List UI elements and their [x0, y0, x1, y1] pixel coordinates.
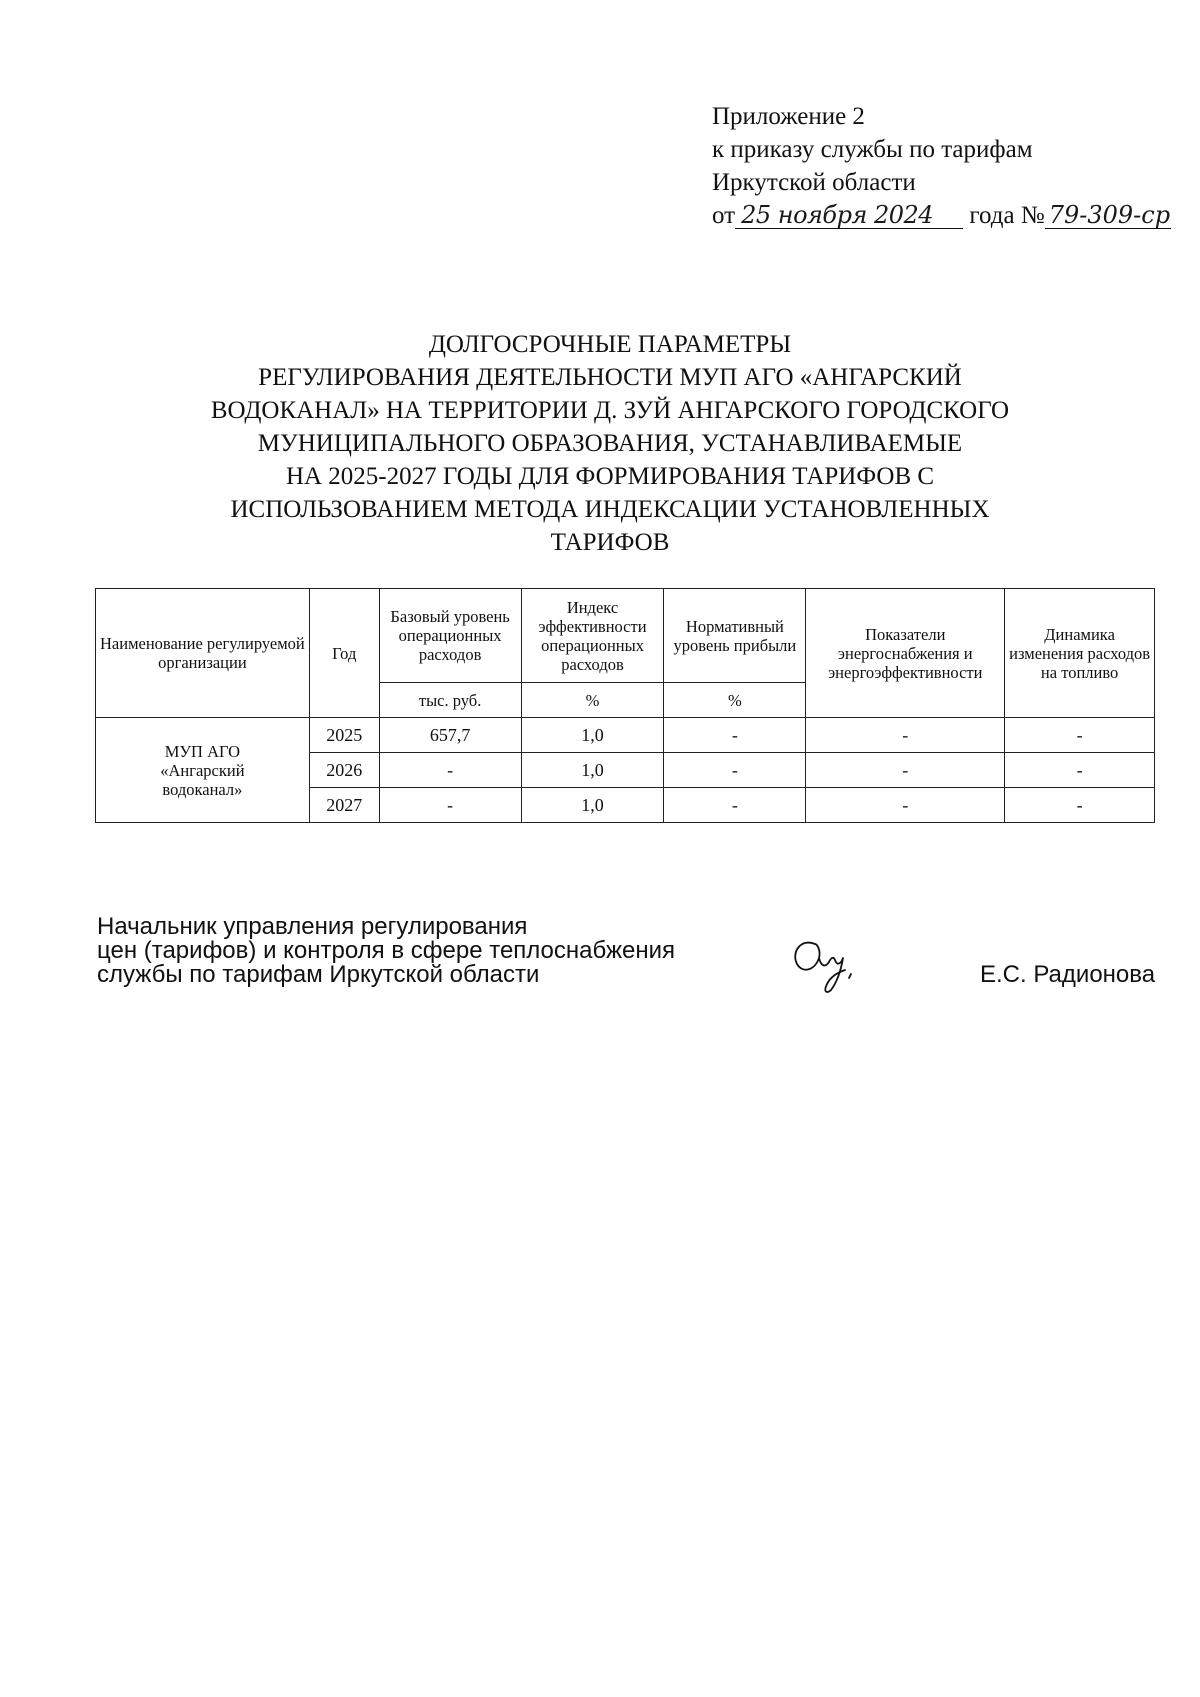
title-line: ДОЛГОСРОЧНЫЕ ПАРАМЕТРЫ — [428, 331, 792, 358]
handwritten-signature-icon — [787, 930, 867, 1000]
position-line: Начальник управления регулирования — [97, 913, 528, 940]
table-header-row — [96, 589, 1155, 683]
document-title — [180, 328, 1040, 559]
signature-block — [97, 915, 675, 987]
signer-name: Е.С. Радионова — [980, 961, 1156, 988]
cell-index: 1,0 — [521, 788, 664, 823]
header-fuel-dynamics: Динамика изменения расходов на топливо — [1005, 589, 1155, 718]
header-efficiency-index: Индекс эффективности операционных расходов — [521, 589, 664, 683]
appendix-line: к приказу службы по тарифам — [712, 136, 1033, 163]
position-line: службы по тарифам Иркутской области — [97, 961, 540, 988]
title-line: ТАРИФОВ — [550, 529, 670, 556]
cell-year: 2026 — [309, 753, 379, 788]
date-prefix: от — [712, 202, 736, 229]
cell-fuel: - — [1005, 788, 1155, 823]
header-org: Наименование регулируемой организации — [96, 589, 310, 718]
number-label: года № — [969, 202, 1045, 229]
cell-base: 657,7 — [379, 718, 521, 753]
cell-index: 1,0 — [521, 753, 664, 788]
organization-name: МУП АГО «Ангарский водоканал» — [96, 718, 310, 823]
handwritten-number: 79-309-ср — [1045, 202, 1171, 229]
appendix-line: Приложение 2 — [712, 103, 865, 130]
cell-year: 2025 — [309, 718, 379, 753]
unit-profit: % — [664, 683, 806, 718]
cell-energy: - — [806, 788, 1005, 823]
title-line: ВОДОКАНАЛ» НА ТЕРРИТОРИИ Д. ЗУЙ АНГАРСКОГО ГОРОДСКОГО — [210, 397, 1010, 424]
cell-year: 2027 — [309, 788, 379, 823]
cell-index: 1,0 — [521, 718, 664, 753]
header-base-level: Базовый уровень операционных расходов — [379, 589, 521, 683]
cell-energy: - — [806, 718, 1005, 753]
header-year: Год — [309, 589, 379, 718]
handwritten-date: 25 ноября 2024 — [735, 202, 963, 229]
position-line: цен (тарифов) и контроля в сфере теплоснабжения — [97, 937, 676, 964]
cell-base: - — [379, 788, 521, 823]
cell-profit: - — [664, 718, 806, 753]
appendix-block — [712, 100, 1171, 232]
cell-energy: - — [806, 753, 1005, 788]
cell-fuel: - — [1005, 718, 1155, 753]
appendix-date-row — [712, 199, 1171, 232]
appendix-line: Иркутской области — [712, 169, 916, 196]
title-line: РЕГУЛИРОВАНИЯ ДЕЯТЕЛЬНОСТИ МУП АГО «АНГАРСКИЙ — [258, 364, 962, 391]
table-row — [96, 718, 1155, 753]
cell-profit: - — [664, 753, 806, 788]
cell-profit: - — [664, 788, 806, 823]
title-line: ИСПОЛЬЗОВАНИЕМ МЕТОДА ИНДЕКСАЦИИ УСТАНОВЛЕННЫХ — [230, 496, 990, 523]
unit-base: тыс. руб. — [379, 683, 521, 718]
title-line: НА 2025-2027 ГОДЫ ДЛЯ ФОРМИРОВАНИЯ ТАРИФОВ С — [285, 463, 935, 490]
unit-index: % — [521, 683, 664, 718]
header-energy-indicators: Показатели энергоснабжения и энергоэффективности — [806, 589, 1005, 718]
title-line: МУНИЦИПАЛЬНОГО ОБРАЗОВАНИЯ, УСТАНАВЛИВАЕМЫЕ — [257, 430, 963, 457]
cell-fuel: - — [1005, 753, 1155, 788]
parameters-table — [95, 588, 1155, 823]
header-profit-level: Нормативный уровень прибыли — [664, 589, 806, 683]
cell-base: - — [379, 753, 521, 788]
